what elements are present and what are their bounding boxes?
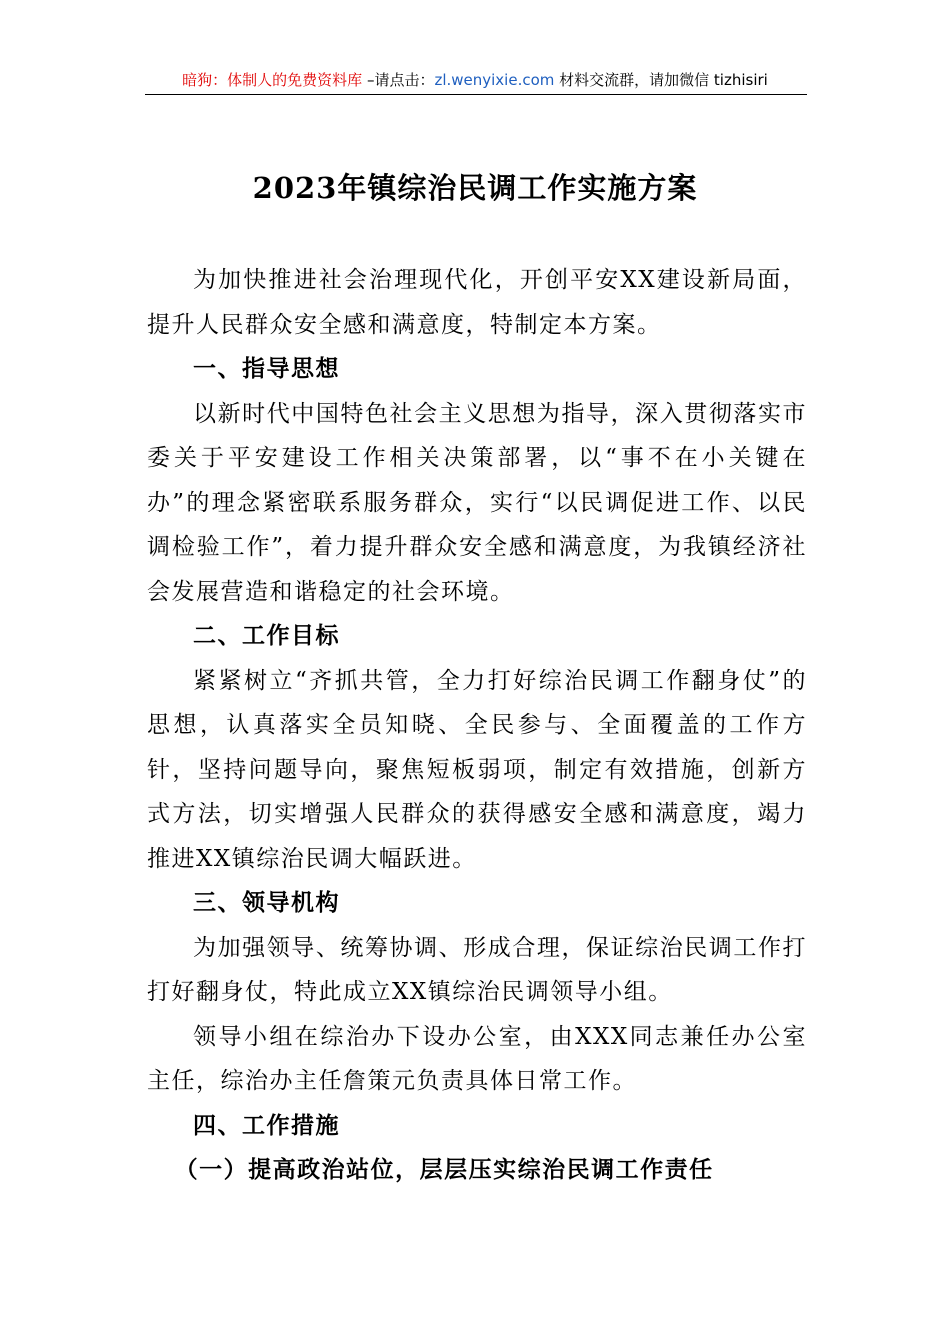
header-wechat-note: 材料交流群，请加微信 tizhisiri — [554, 71, 768, 89]
subsection-heading: （一）提高政治站位，层层压实综治民调工作责任 — [174, 1156, 714, 1183]
header-click-prompt: –请点击： — [362, 71, 435, 89]
document-body — [147, 258, 807, 1193]
header-link[interactable]: zl.wenyixie.com — [434, 71, 555, 89]
section-heading-work-measures: 四、工作措施 — [193, 1112, 340, 1139]
intro-paragraph: 为加快推进社会治理现代化，开创平安XX建设新局面，提升人民群众安全感和满意度，特制定本方案。 — [147, 267, 807, 338]
page-header — [145, 66, 805, 94]
section-paragraph: 为加强领导、统筹协调、形成合理，保证综治民调工作打打好翻身仗，特此成立XX镇综治民调领导小组。 — [147, 934, 807, 1005]
section-heading-guiding-ideology: 一、指导思想 — [193, 356, 340, 382]
document-title: 2023年镇综治民调工作实施方案 — [252, 171, 698, 205]
header-brand: 暗狗：体制人的免费资料库 — [182, 71, 363, 89]
header-divider — [145, 94, 807, 95]
section-heading-leadership: 三、领导机构 — [193, 890, 340, 916]
section-paragraph: 紧紧树立“齐抓共管，全力打好综治民调工作翻身仗”的思想，认真落实全员知晓、全民参与、全面覆盖的工作方针，坚持问题导向，聚焦短板弱项，制定有效措施，创新方式方法，切实增强人民群众的获得感安全感和满意度，竭力推进XX镇综治民调大幅跃进。 — [147, 667, 807, 872]
section-paragraph: 领导小组在综治办下设办公室，由XXX同志兼任办公室主任，综治办主任詹策元负责具体日常工作。 — [147, 1023, 807, 1094]
section-heading-work-goals: 二、工作目标 — [193, 623, 340, 649]
section-paragraph: 以新时代中国特色社会主义思想为指导，深入贯彻落实市委关于平安建设工作相关决策部署，以“事不在小关键在办”的理念紧密联系服务群众，实行“以民调促进工作、以民调检验工作”，着力提升群众安全感和满意度，为我镇经济社会发展营造和谐稳定的社会环境。 — [147, 400, 807, 605]
